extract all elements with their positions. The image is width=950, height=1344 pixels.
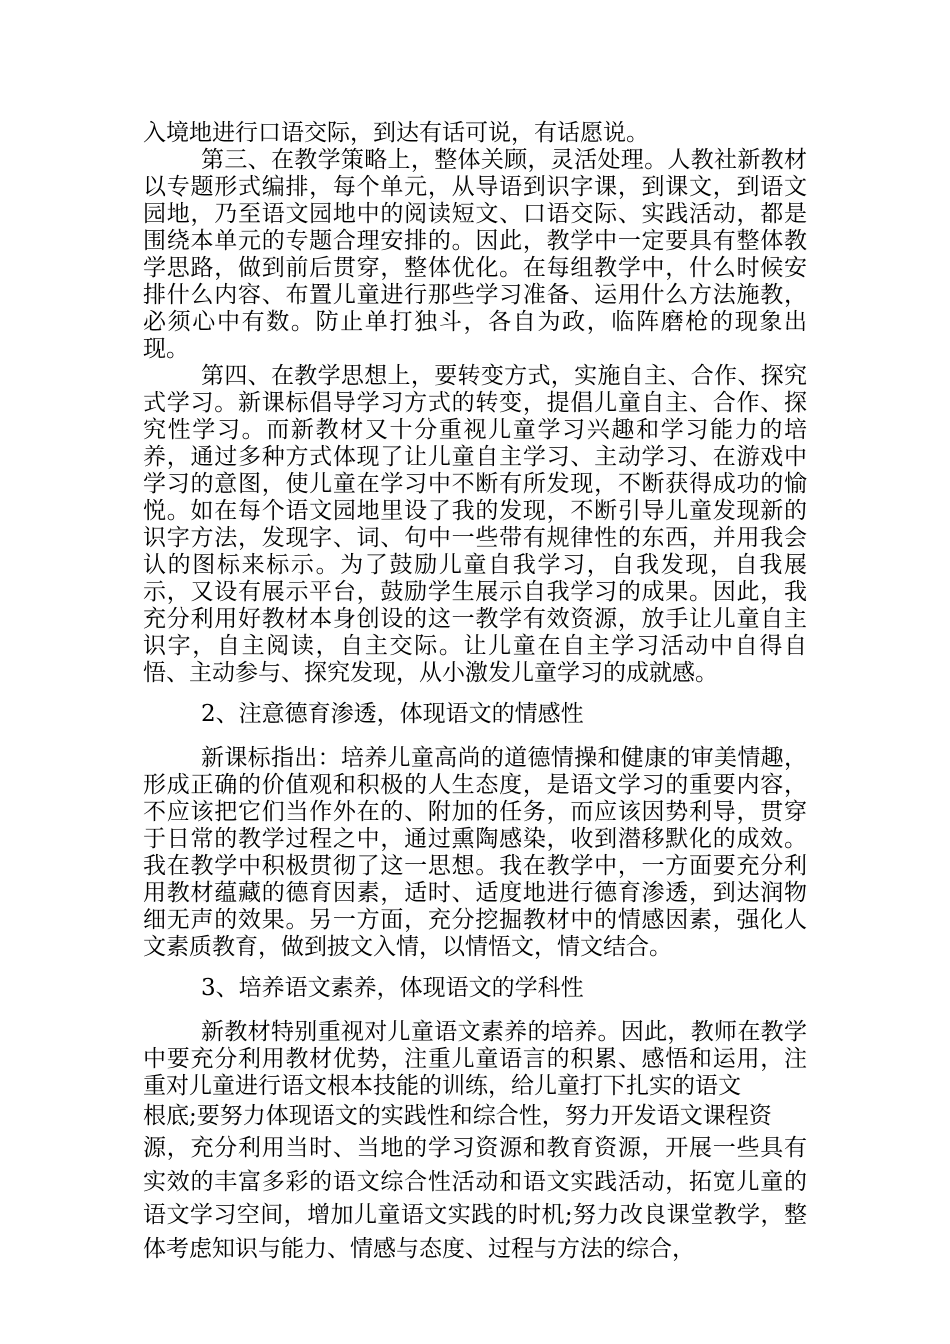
paragraph-literacy-part-2: 根底;要努力体现语文的实践性和综合性，努力开发语文课程资	[143, 1103, 772, 1129]
paragraph-literacy-part-1: 新教材特别重视对儿童语文素养的培养。因此，教师在教学中要充分利用教材优势，注重儿童语言的积累、感悟和运用，注重对儿童进行语文根本技能的训练，给儿童打下扎实的语文	[143, 1019, 807, 1099]
paragraph-literacy-part-3: 源，充分利用当时、当地的学习资源和教育资源，开展一些具有实效的丰富多彩的语文综合性活动和语文实践活动，拓宽儿童的语文学习空间，增加儿童语文实践的时机;努力改良课堂教学，整体考虑知识与能力、情感与态度、过程与方法的综合，	[143, 1135, 807, 1262]
paragraph-moral-education: 新课标指出：培养儿童高尚的道德情操和健康的审美情趣，形成正确的价值观和积极的人生态度，是语文学习的重要内容，不应该把它们当作外在的、附加的任务，而应该因势利导，贯穿于日常的教学过程之中，通过熏陶感染，收到潜移默化的成效。我在教学中积极贯彻了这一思想。我在教学中，一方面要充分利用教材蕴藏的德育因素，适时、适度地进行德育渗透，到达润物细无声的效果。另一方面，充分挖掘教材中的情感因素，强化人文素质教育，做到披文入情，以情悟文，情文结合。	[143, 745, 807, 960]
paragraph-teaching-thought: 第四、在教学思想上，要转变方式，实施自主、合作、探究式学习。新课标倡导学习方式的转变，提倡儿童自主、合作、探究性学习。而新教材又十分重视儿童学习兴趣和学习能力的培养，通过多种方式体现了让儿童自主学习、主动学习、在游戏中学习的意图，使儿童在学习中不断有所发现，不断获得成功的愉悦。如在每个语文园地里设了我的发现，不断引导儿童发现新的识字方法，发现字、词、句中一些带有规律性的东西，并用我会认的图标来标示。为了鼓励儿童自我学习，自我发现，自我展示，又设有展示平台，鼓励学生展示自我学习的成果。因此，我充分利用好教材本身创设的这一教学有效资源，放手让儿童自主识字，自主阅读，自主交际。让儿童在自主学习活动中自得自悟、主动参与、探究发现，从小激发儿童学习的成就感。	[143, 363, 807, 686]
document-body	[143, 120, 807, 1266]
section-heading-literacy: 3、培养语文素养，体现语文的学科性	[201, 975, 584, 1001]
paragraph-continuation: 入境地进行口语交际，到达有话可说，有话愿说。	[143, 120, 649, 146]
section-heading-moral-education: 2、注意德育渗透，体现语文的情感性	[201, 701, 584, 727]
paragraph-teaching-strategy: 第三、在教学策略上，整体关顾，灵活处理。人教社新教材以专题形式编排，每个单元，从导语到识字课，到课文，到语文园地，乃至语文园地中的阅读短文、口语交际、实践活动，都是围绕本单元的专题合理安排的。因此，教学中一定要具有整体教学思路，做到前后贯穿，整体优化。在每组教学中，什么时候安排什么内容、布置儿童进行那些学习准备、运用什么方法施教，必须心中有数。防止单打独斗，各自为政，临阵磨枪的现象出现。	[143, 147, 807, 362]
